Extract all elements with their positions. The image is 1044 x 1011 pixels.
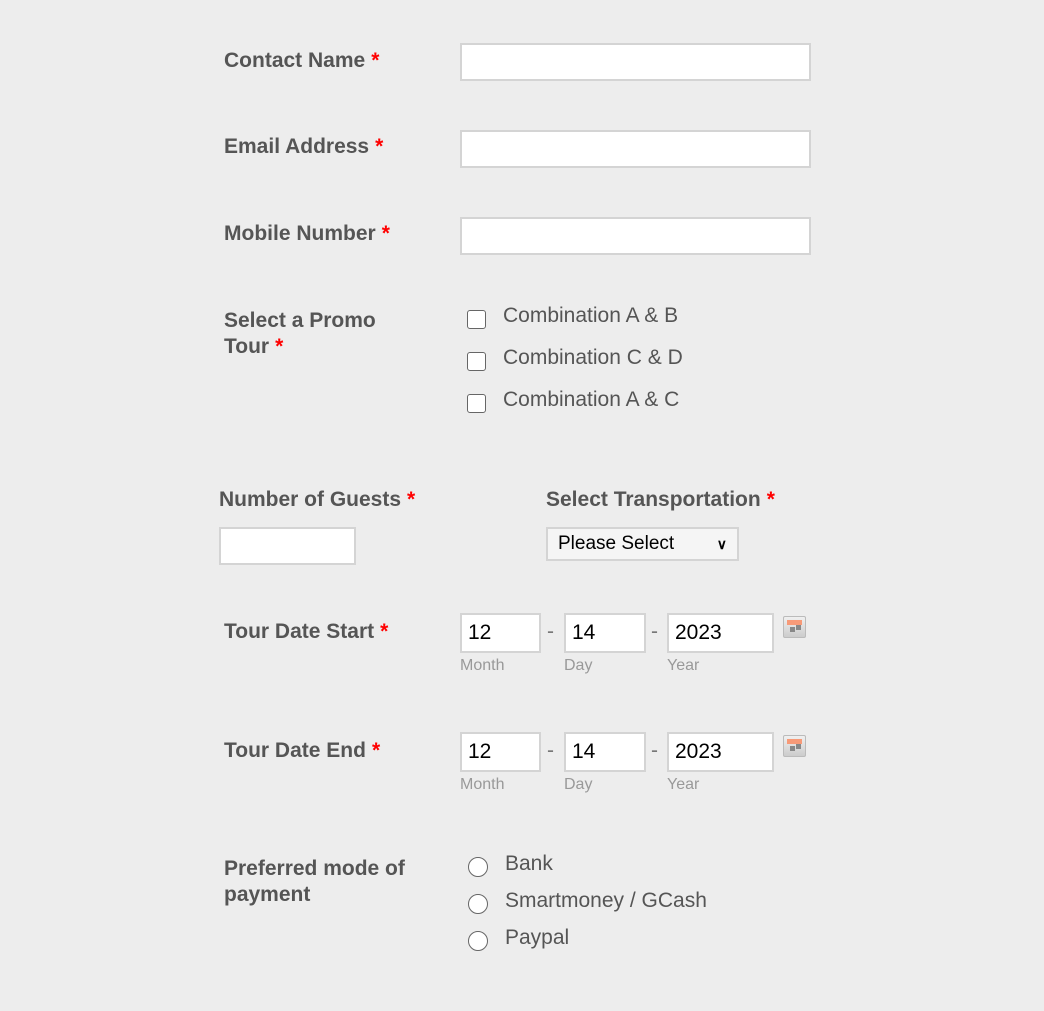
contact-name-label: Contact Name * xyxy=(224,49,380,72)
contact-name-input[interactable] xyxy=(460,43,811,81)
year-sublabel: Year xyxy=(667,657,700,674)
chevron-down-icon: ∨ xyxy=(716,535,727,552)
payment-radio-gcash[interactable] xyxy=(468,894,488,914)
day-sublabel: Day xyxy=(564,776,593,793)
email-label: Email Address * xyxy=(224,135,384,158)
end-month-input[interactable] xyxy=(460,732,541,772)
guests-input[interactable] xyxy=(219,527,356,565)
date-end-label: Tour Date End * xyxy=(224,739,381,762)
promo-checkbox-ab[interactable] xyxy=(467,310,486,329)
promo-label: Select a Promo Tour * xyxy=(224,309,376,358)
email-input[interactable] xyxy=(460,130,811,168)
year-sublabel: Year xyxy=(667,776,700,793)
payment-option-label: Bank xyxy=(505,852,553,875)
transport-selected-value: Please Select xyxy=(558,533,675,554)
month-sublabel: Month xyxy=(460,657,505,674)
promo-checkbox-cd[interactable] xyxy=(467,352,486,371)
date-separator: - xyxy=(547,620,554,643)
promo-option-label: Combination C & D xyxy=(503,346,683,369)
transport-label: Select Transportation * xyxy=(546,488,775,511)
calendar-icon[interactable] xyxy=(783,735,806,757)
date-separator: - xyxy=(547,739,554,762)
guests-label: Number of Guests * xyxy=(219,488,416,511)
promo-option-label: Combination A & B xyxy=(503,304,679,327)
day-sublabel: Day xyxy=(564,657,593,674)
end-day-input[interactable] xyxy=(564,732,646,772)
payment-radio-bank[interactable] xyxy=(468,857,488,877)
payment-option-label: Paypal xyxy=(505,926,570,949)
start-month-input[interactable] xyxy=(460,613,541,653)
mobile-label: Mobile Number * xyxy=(224,222,390,245)
end-year-input[interactable] xyxy=(667,732,774,772)
payment-label: Preferred mode of payment xyxy=(224,857,405,906)
start-year-input[interactable] xyxy=(667,613,774,653)
payment-option-label: Smartmoney / GCash xyxy=(505,889,707,912)
date-separator: - xyxy=(651,620,658,643)
date-start-label: Tour Date Start * xyxy=(224,620,389,643)
date-separator: - xyxy=(651,739,658,762)
calendar-icon[interactable] xyxy=(783,616,806,638)
start-day-input[interactable] xyxy=(564,613,646,653)
promo-option-label: Combination A & C xyxy=(503,388,680,411)
promo-checkbox-ac[interactable] xyxy=(467,394,486,413)
transport-select[interactable] xyxy=(546,527,739,561)
mobile-input[interactable] xyxy=(460,217,811,255)
month-sublabel: Month xyxy=(460,776,505,793)
payment-radio-paypal[interactable] xyxy=(468,931,488,951)
